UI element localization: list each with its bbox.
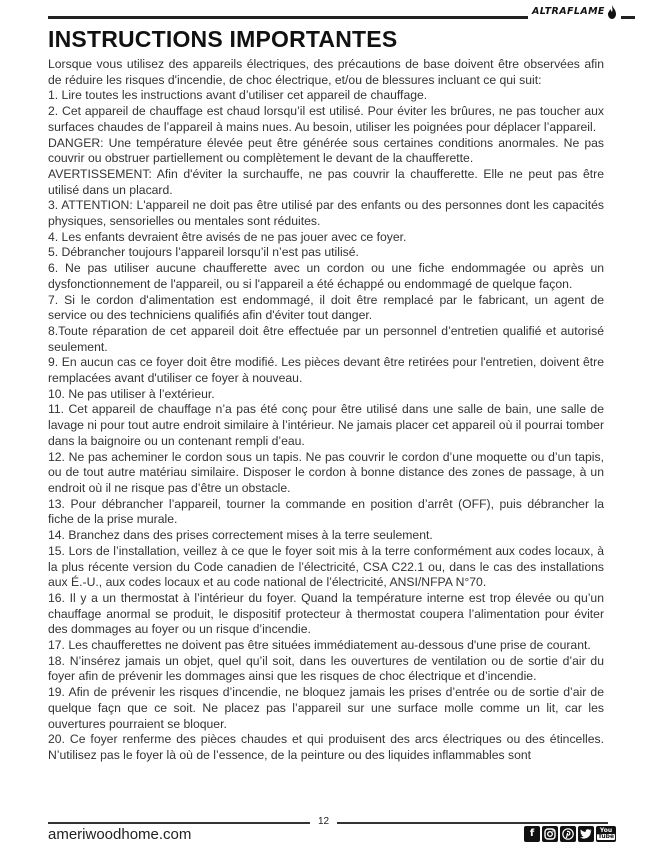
- danger-notice: DANGER: Une température élevée peut être générée sous certaines conditions anormales. Ne pas couvrir ou obstruer partiellement ou complètement le devant de la chaufferette.: [48, 135, 604, 166]
- instruction-item: 15. Lors de l’installation, veillez à ce que le foyer soit mis à la terre conformément aux codes locaux, à la plus récente version du Code canadien de l’électricité, CSA C22.1 ou, dans le cas des installations aux É.-U., aux codes locaux et au code national de l’électricité, ANSI/NFPA N°70.: [48, 543, 604, 590]
- brand-name: ALTRAFLAME: [532, 6, 605, 17]
- warning-notice: AVERTISSEMENT: Afin d'éviter la surchauffe, ne pas couvrir la chaufferette. Elle ne peut pas être utilisé dans un placard.: [48, 166, 604, 197]
- social-icons: [524, 826, 616, 842]
- instruction-item: 4. Les enfants devraient être avisés de ne pas jouer avec ce foyer.: [48, 229, 407, 244]
- instruction-item: 8.Toute réparation de cet appareil doit être effectuée par un personnel d’entretien qualifié et autorisé seulement.: [48, 323, 604, 354]
- youtube-label-top: You: [599, 827, 613, 834]
- instagram-icon[interactable]: [542, 826, 558, 842]
- youtube-icon[interactable]: [596, 826, 616, 842]
- instruction-item: 19. Afin de prévenir les risques d’incendie, ne bloquez jamais les prises d’entrée ou de sortie d’air de quelque façn que ce soit. Ne placez pas l’appareil sur une surface molle comme un lit, car les ouvertures pourraient se bloquer.: [48, 685, 604, 731]
- twitter-icon[interactable]: [578, 826, 594, 842]
- instruction-item: 2. Cet appareil de chauffage est chaud lorsqu’il est utilisé. Pour éviter les brûures, ne pas toucher aux surfaces chaudes de l’appareil à mains nues. Au besoin, utiliser les poignées pour déplacer l’appareil.: [48, 104, 604, 134]
- instructions-body: [48, 57, 604, 764]
- intro-paragraph: Lorsque vous utilisez des appareils électriques, des précautions de base doivent être observées afin de réduire les risques d'incendie, de choc électrique, et/ou de blessures incluant ce qui suit:: [48, 57, 604, 87]
- instruction-item: 6. Ne pas utiliser aucune chaufferette avec un cordon ou une fiche endommagée ou après un dysfonctionnement de l'appareil, ou si l'appareil a été échappé ou endommagé de quelque façon.: [48, 261, 604, 291]
- instruction-item: 9. En aucun cas ce foyer doit être modifié. Les pièces devant être retirées pour l'entretien, doivent être remplacées avant d'utiliser ce foyer à nouveau.: [48, 355, 604, 386]
- facebook-icon[interactable]: f: [524, 826, 540, 842]
- instruction-item: 12. Ne pas acheminer le cordon sous un tapis. Ne pas couvrir le cordon d’une moquette ou d’un tapis, ou de tout autre matériau similaire. Disposer le cordon à bonne distance des zones de passage, à un endroit où il ne risque pas d’être un obstacle.: [48, 449, 604, 495]
- instruction-item: 16. Il y a un thermostat à l’intérieur du foyer. Quand la température interne est trop élevée ou qu’un chauffage anormal se produit, le dispositif protecteur à thermostat coupera l’alimentation pour éviter des dommages au foyer ou un risque d’incendie.: [48, 590, 604, 637]
- instruction-item: 14. Branchez dans des prises correctement mises à la terre seulement.: [48, 528, 433, 543]
- pinterest-icon[interactable]: [560, 826, 576, 842]
- instruction-item: 5. Débrancher toujours l’appareil lorsqu’il n’est pas utilisé.: [48, 245, 359, 260]
- instruction-item: 17. Les chaufferettes ne doivent pas être situées immédiatement au-dessous d'une prise de courant.: [48, 638, 591, 653]
- flame-icon: [607, 5, 617, 19]
- instruction-item: 18. N’insérez jamais un objet, quel qu’il soit, dans les ouvertures de ventilation ou de sortie d’air du foyer afin de prévenir les dommages ainsi que les risques de choc électrique et d’incendie.: [48, 653, 604, 684]
- instruction-item: 10. Ne pas utiliser à l’extérieur.: [48, 386, 215, 401]
- instruction-item: 11. Cet appareil de chauffage n’a pas été conç pour être utilisé dans une salle de bain, une salle de lavage ni pour tout autre endroit similaire à l’intérieur. Ne jamais placer cet appareil où il pourrai tomber dans la baignoire ou un contenant rempli d’eau.: [48, 402, 604, 448]
- page-number: 12: [310, 815, 337, 829]
- page-title: INSTRUCTIONS IMPORTANTES: [48, 26, 398, 52]
- website-link[interactable]: ameriwoodhome.com: [48, 826, 192, 843]
- instruction-item: 13. Pour débrancher l’appareil, tourner la commande en position d’arrêt (OFF), puis débrancher la fiche de la prise murale.: [48, 496, 604, 527]
- instruction-item: 3. ATTENTION: L'appareil ne doit pas être utilisé par des enfants ou des personnes dont les capacités physiques, sensorielles ou mentales sont réduites.: [48, 198, 604, 229]
- instruction-item: 7. Si le cordon d'alimentation est endommagé, il doit être remplacé par le fabricant, un agent de service ou des techniciens qualifiés afin d'éviter tout danger.: [48, 292, 604, 323]
- youtube-label-bottom: Tube: [597, 833, 615, 840]
- instruction-item: 1. Lire toutes les instructions avant d’utiliser cet appareil de chauffage.: [48, 88, 428, 103]
- instruction-item: 20. Ce foyer renferme des pièces chaudes et qui produisent des arcs électriques ou des étincelles. N’utilisez pas le foyer là où de l’essence, de la peinture ou des liquides inflammables sont: [48, 732, 604, 762]
- brand-logo: [528, 4, 621, 20]
